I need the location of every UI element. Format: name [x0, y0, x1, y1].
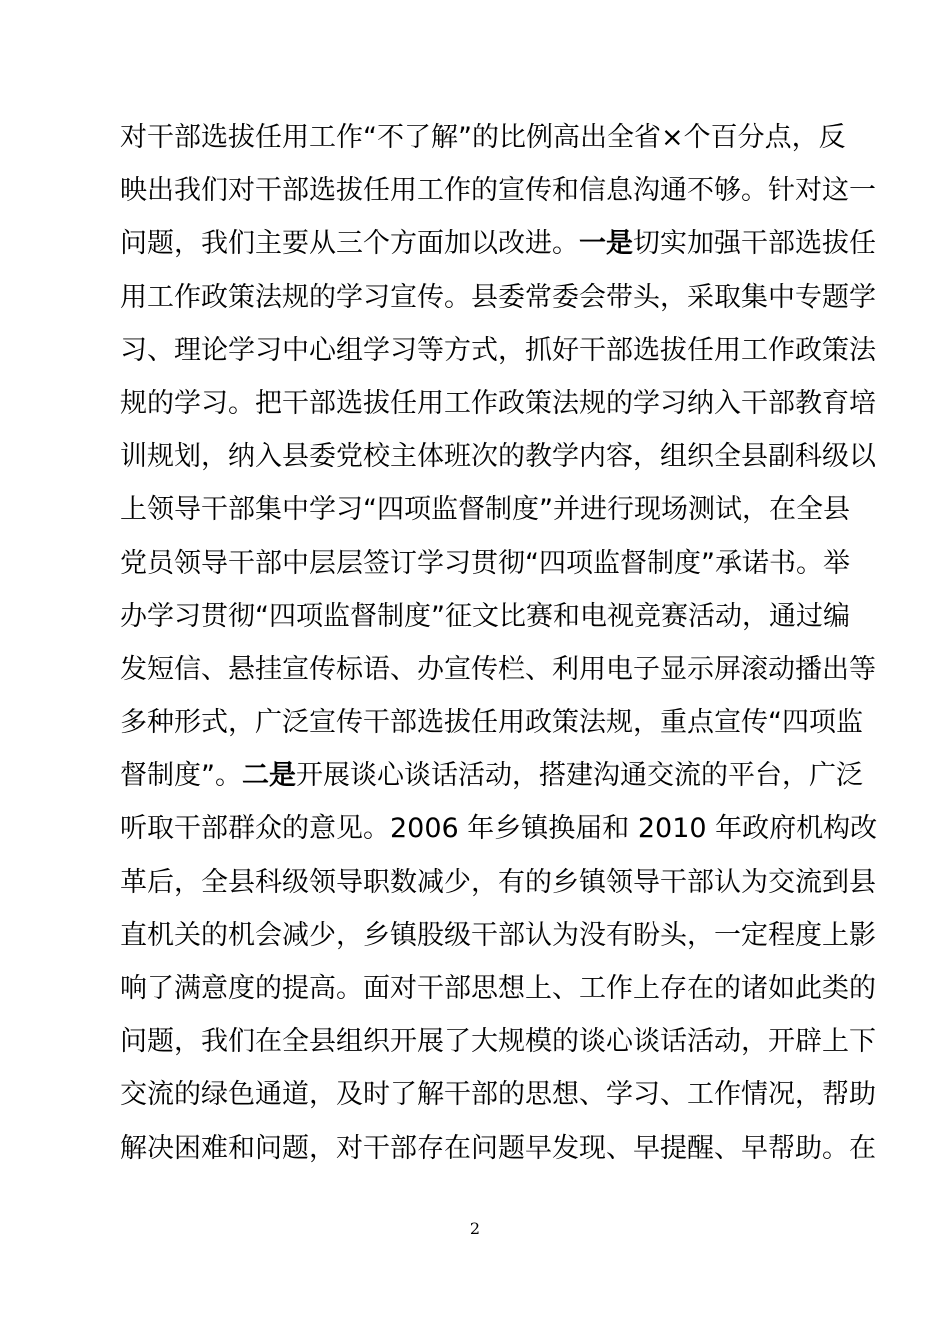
text-run: 多种形式，广泛宣传干部选拔任用政策法规，重点宣传“四项监: [120, 707, 863, 739]
text-run: 习、理论学习中心组学习等方式，抓好干部选拔任用工作政策法: [120, 334, 876, 366]
text-run: 办学习贯彻“四项监督制度”征文比赛和电视竞赛活动，通过编: [120, 600, 850, 632]
bold-text-run: 一是: [579, 228, 633, 260]
text-run: 发短信、悬挂宣传标语、办宣传栏、利用电子显示屏滚动播出等: [120, 653, 876, 685]
text-line: [120, 1068, 876, 1121]
text-line: [120, 377, 876, 430]
text-line: [120, 164, 876, 217]
text-line: [120, 217, 876, 270]
text-run: 解决困难和问题，对干部存在问题早发现、早提醒、早帮助。在: [120, 1132, 876, 1164]
text-run: 督制度”。: [120, 760, 242, 792]
text-run: 映出我们对干部选拔任用工作的宣传和信息沟通不够。针对这一: [120, 175, 876, 207]
text-line: [120, 909, 876, 962]
text-line: [120, 643, 876, 696]
text-run: 切实加强干部选拔任: [633, 228, 876, 260]
text-run: 革后，全县科级领导职数减少，有的乡镇领导干部认为交流到县: [120, 866, 876, 898]
text-run: 直机关的机会减少，乡镇股级干部认为没有盼头，一定程度上影: [120, 919, 876, 951]
text-line: [120, 111, 846, 164]
text-run: 对干部选拔任用工作“不了解”的比例高出全省×个百分点，反: [120, 122, 846, 153]
text-run: 训规划，纳入县委党校主体班次的教学内容，组织全县副科级以: [120, 441, 876, 473]
text-line: [120, 1122, 876, 1175]
text-line: [120, 962, 876, 1015]
text-run: 交流的绿色通道，及时了解干部的思想、学习、工作情况，帮助: [120, 1079, 876, 1111]
text-line: [120, 856, 876, 909]
text-line: [120, 430, 876, 483]
text-line: [120, 1015, 876, 1068]
page-number: 2: [469, 1219, 481, 1238]
bold-text-run: 二是: [242, 760, 296, 792]
text-run: 用工作政策法规的学习宣传。县委常委会带头，采取集中专题学: [120, 281, 876, 313]
text-line: [120, 271, 876, 324]
text-run: 开展谈心谈话活动，搭建沟通交流的平台，广泛: [296, 760, 863, 792]
body-paragraph: [120, 111, 878, 1175]
text-line: [120, 696, 863, 749]
text-line: [120, 324, 876, 377]
text-line: [120, 749, 863, 802]
text-run: 响了满意度的提高。面对干部思想上、工作上存在的诸如此类的: [120, 973, 876, 1004]
text-line: [120, 483, 850, 536]
text-line: [120, 802, 878, 855]
text-line: [120, 590, 850, 643]
text-line: [120, 537, 850, 590]
text-run: 问题，我们在全县组织开展了大规模的谈心谈话活动，开辟上下: [120, 1026, 876, 1058]
text-run: 上领导干部集中学习“四项监督制度”并进行现场测试，在全县: [120, 494, 850, 526]
text-run: 规的学习。把干部选拔任用工作政策法规的学习纳入干部教育培: [120, 387, 876, 419]
text-run: 党员领导干部中层层签订学习贯彻“四项监督制度”承诺书。举: [120, 547, 850, 579]
text-run: 听取干部群众的意见。2006 年乡镇换届和 2010 年政府机构改: [120, 813, 878, 845]
text-run: 问题，我们主要从三个方面加以改进。: [120, 228, 579, 260]
